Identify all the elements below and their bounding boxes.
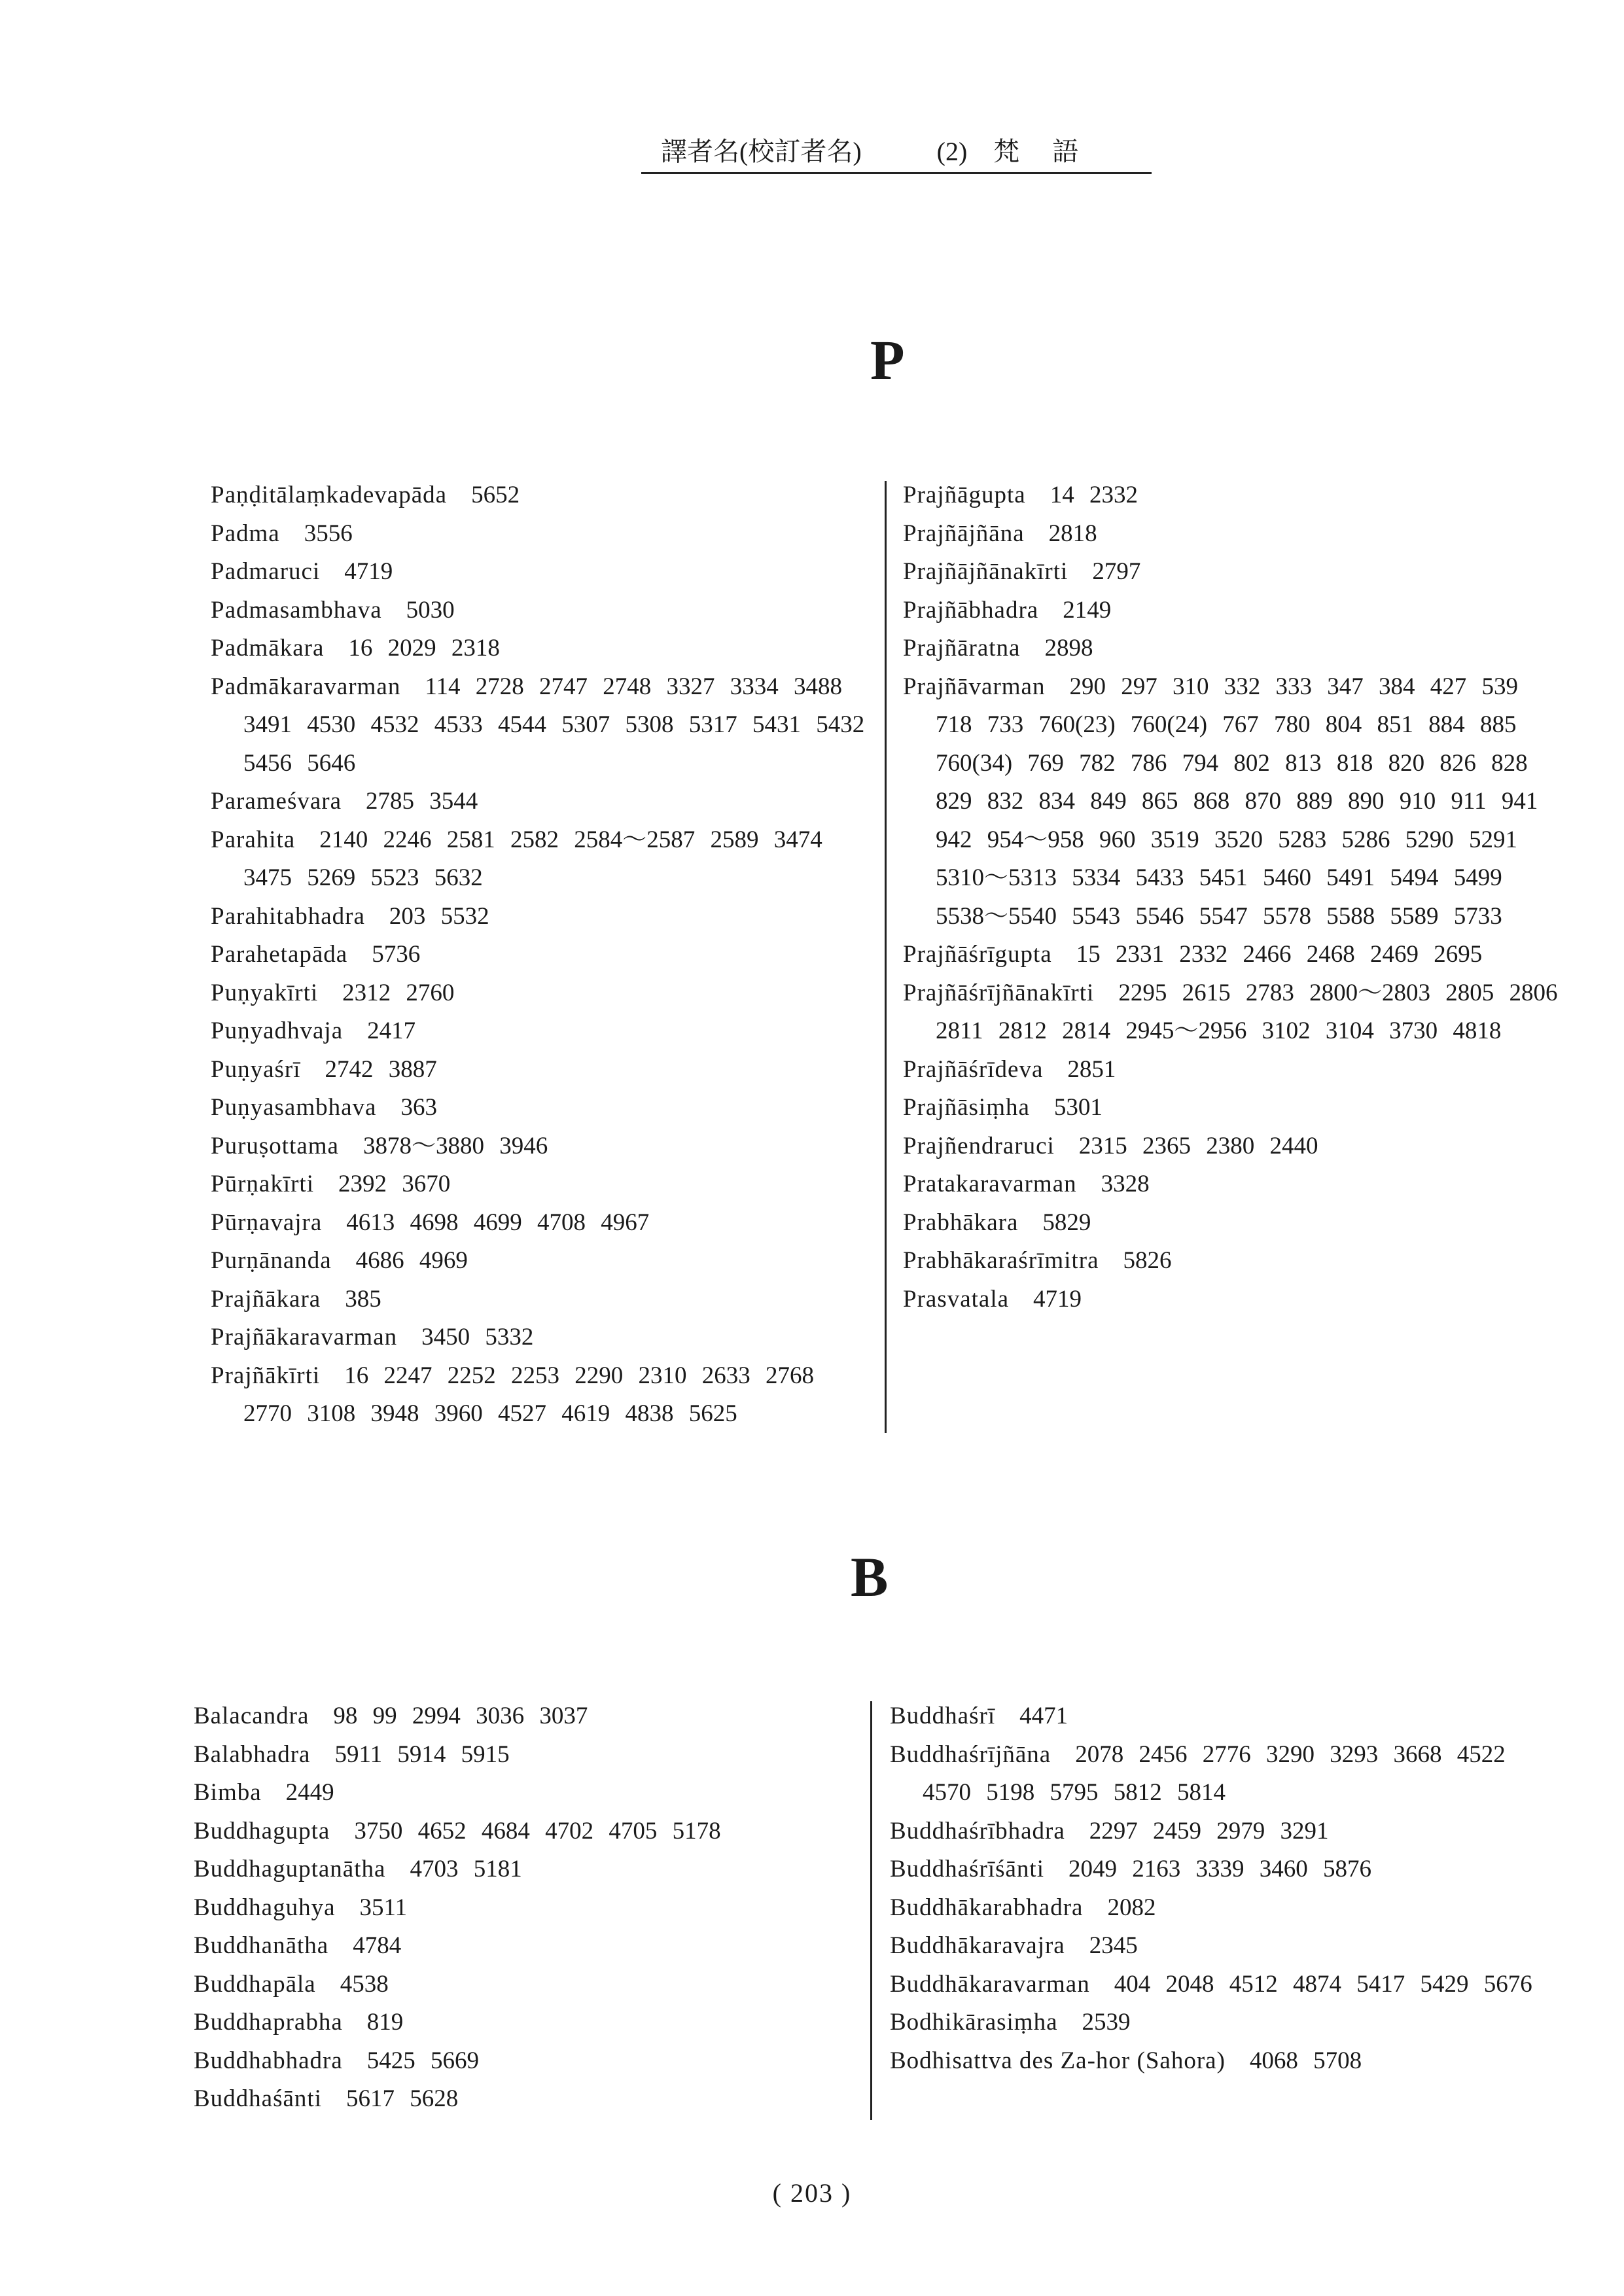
translator-name: Prajñākaravarman: [211, 1324, 398, 1351]
index-entry: [211, 1051, 872, 1089]
section-letter-b: B: [851, 1545, 889, 1608]
index-entry: [890, 1812, 1551, 1851]
catalogue-numbers: 16 2247 2252 2253 2290 2310 2633 2768 2770 3108 3948 3960 4527 4619 4838 5625: [243, 1362, 814, 1427]
translator-name: Prajñāśrīgupta: [903, 941, 1052, 968]
translator-name: Buddhabhadra: [194, 2047, 343, 2074]
header-section-number: (2): [936, 137, 968, 166]
translator-name: Puṇyasambhava: [211, 1094, 377, 1121]
index-entry: [890, 1889, 1551, 1928]
catalogue-numbers: 3450 5332: [421, 1324, 534, 1351]
catalogue-numbers: 5652: [471, 482, 520, 508]
b-right-column: [890, 1697, 1551, 2080]
translator-name: Prajñābhadra: [903, 596, 1039, 624]
translator-name: Parahitabhadra: [211, 902, 365, 930]
index-entry: [211, 1204, 872, 1243]
catalogue-numbers: 290 297 310 332 333 347 384 427 539 718 733 760(23) 760(24) 767 780 804 851 884 885 760(34) 769 782 786 794 802 813 818 820 826 828 829 832 834 849 865 868 870 889 890 910 911 941 942 954～958 960 3519 3520 5283 5286 5290 5291 5310～5313 5334 5433 5451 5460 5491 5494 5499 5538～5540 5543 5546 5547 5578 5588 5589 5733: [936, 673, 1538, 930]
index-entry: [211, 1318, 872, 1357]
catalogue-numbers: 5829: [1042, 1209, 1091, 1236]
index-entry: [194, 1927, 855, 1966]
translator-name: Pūrṇavajra: [211, 1209, 323, 1236]
index-entry: [211, 668, 872, 783]
translator-name: Paṇḍitālaṃkadevapāda: [211, 482, 448, 508]
translator-name: Padmākara: [211, 635, 325, 662]
catalogue-numbers: 5736: [372, 941, 421, 968]
index-entry: [890, 1697, 1551, 1736]
index-entry: [211, 1089, 872, 1127]
index-entry: [903, 936, 1564, 974]
translator-name: Bodhikārasiṃha: [890, 2009, 1058, 2036]
index-entry: [211, 1357, 872, 1434]
translator-name: Buddhaprabha: [194, 2009, 343, 2036]
translator-name: Padmaruci: [211, 558, 321, 585]
index-entry: [194, 1697, 855, 1736]
index-entry: [194, 2042, 855, 2081]
translator-name: Prajñākīrti: [211, 1362, 321, 1389]
index-entry: [211, 1280, 872, 1319]
catalogue-numbers: 14 2332: [1050, 482, 1138, 508]
catalogue-numbers: 5425 5669: [366, 2047, 480, 2074]
catalogue-numbers: 4719: [1033, 1285, 1082, 1313]
catalogue-numbers: 4719: [344, 558, 393, 585]
catalogue-numbers: 4613 4698 4699 4708 4967: [346, 1209, 650, 1236]
index-entry: [211, 821, 872, 898]
catalogue-numbers: 2049 2163 3339 3460 5876: [1068, 1856, 1371, 1882]
translator-name: Puṇyaśrī: [211, 1055, 301, 1083]
translator-name: Parahetapāda: [211, 941, 348, 968]
catalogue-numbers: 2417: [367, 1017, 416, 1044]
index-entry: [890, 1736, 1551, 1812]
index-entry: [211, 629, 872, 668]
catalogue-numbers: 2315 2365 2380 2440: [1078, 1132, 1318, 1159]
translator-name: Pūrṇakīrti: [211, 1171, 314, 1197]
index-entry: [890, 1850, 1551, 1889]
index-entry: [211, 515, 872, 554]
catalogue-numbers: 2345: [1089, 1932, 1138, 1959]
catalogue-numbers: 4538: [340, 1970, 389, 1998]
catalogue-numbers: 3328: [1101, 1171, 1150, 1197]
catalogue-numbers: 203 5532: [389, 902, 489, 930]
index-entry: [211, 1012, 872, 1051]
index-entry: [903, 668, 1564, 936]
translator-name: Buddhākarabhadra: [890, 1894, 1084, 1921]
index-entry: [903, 629, 1564, 668]
translator-name: Puṇyakīrti: [211, 979, 319, 1006]
index-entry: [903, 476, 1564, 515]
catalogue-numbers: 385: [345, 1285, 381, 1313]
catalogue-numbers: 2312 2760: [342, 979, 455, 1006]
translator-name: Prajñākara: [211, 1285, 321, 1313]
translator-name: Bimba: [194, 1779, 262, 1806]
catalogue-numbers: 4068 5708: [1249, 2047, 1362, 2074]
translator-name: Prajñāgupta: [903, 482, 1026, 508]
translator-name: Prajñāśrījñānakīrti: [903, 979, 1095, 1006]
index-entry: [211, 936, 872, 974]
index-entry: [890, 1927, 1551, 1966]
catalogue-numbers: 2539: [1082, 2009, 1131, 2036]
index-entry: [211, 1242, 872, 1280]
catalogue-numbers: 404 2048 4512 4874 5417 5429 5676: [1114, 1970, 1532, 1998]
catalogue-numbers: 3878～3880 3946: [362, 1132, 548, 1159]
catalogue-numbers: 2742 3887: [325, 1055, 437, 1083]
section-letter-p: P: [870, 328, 905, 391]
index-entry: [903, 1051, 1564, 1089]
translator-name: Parahita: [211, 826, 296, 853]
index-entry: [890, 2004, 1551, 2042]
index-entry: [903, 1204, 1564, 1243]
index-entry: [194, 1812, 855, 1851]
column-divider-p: [885, 481, 887, 1433]
catalogue-numbers: 4784: [353, 1932, 402, 1959]
catalogue-numbers: 2140 2246 2581 2582 2584～2587 2589 3474 3475 5269 5523 5632: [243, 826, 822, 891]
translator-name: Buddhapāla: [194, 1970, 316, 1998]
translator-name: Prabhākaraśrīmitra: [903, 1247, 1099, 1274]
index-entry: [194, 1889, 855, 1928]
translator-name: Puṇyadhvaja: [211, 1017, 344, 1044]
translator-name: Prajñāratna: [903, 635, 1021, 662]
catalogue-numbers: 2449: [285, 1779, 334, 1806]
index-entry: [211, 783, 872, 821]
index-entry: [194, 1736, 855, 1775]
catalogue-numbers: 114 2728 2747 2748 3327 3334 3488 3491 4530 4532 4533 4544 5307 5308 5317 5431 5432 5456 5646: [243, 673, 865, 777]
catalogue-numbers: 3556: [304, 520, 353, 547]
p-right-column: [903, 476, 1564, 1318]
translator-name: Puruṣottama: [211, 1132, 339, 1159]
catalogue-numbers: 2295 2615 2783 2800～2803 2805 2806 2811 2812 2814 2945～2956 3102 3104 3730 4818: [936, 979, 1558, 1044]
translator-name: Prajñājñānakīrti: [903, 558, 1068, 585]
index-entry: [903, 1165, 1564, 1204]
index-entry: [903, 1242, 1564, 1280]
translator-name: Buddhaśrīśānti: [890, 1856, 1044, 1882]
catalogue-numbers: 16 2029 2318: [348, 635, 500, 662]
translator-name: Buddhaguptanātha: [194, 1856, 386, 1882]
catalogue-numbers: 2818: [1048, 520, 1097, 547]
index-entry: [890, 2042, 1551, 2081]
catalogue-numbers: 4471: [1019, 1703, 1068, 1729]
catalogue-numbers: 4703 5181: [410, 1856, 522, 1882]
catalogue-numbers: 5301: [1053, 1094, 1103, 1121]
translator-name: Buddhanātha: [194, 1932, 329, 1959]
header-title: 譯者名(校訂者名): [661, 137, 862, 166]
translator-name: Buddhaśrī: [890, 1703, 996, 1729]
translator-name: Buddhaguhya: [194, 1894, 336, 1921]
translator-name: Buddhaśrījñāna: [890, 1740, 1051, 1768]
catalogue-numbers: 2898: [1044, 635, 1093, 662]
translator-name: Purṇānanda: [211, 1247, 332, 1274]
catalogue-numbers: 2797: [1092, 558, 1141, 585]
catalogue-numbers: 2297 2459 2979 3291: [1089, 1817, 1329, 1845]
catalogue-numbers: 98 99 2994 3036 3037: [333, 1703, 588, 1729]
index-entry: [194, 2004, 855, 2042]
translator-name: Buddhaśānti: [194, 2085, 322, 2112]
translator-name: Buddhagupta: [194, 1817, 330, 1845]
translator-name: Prajñāsiṃha: [903, 1094, 1030, 1121]
column-divider-b: [870, 1701, 872, 2120]
catalogue-numbers: 5030: [406, 596, 455, 624]
index-entry: [903, 592, 1564, 630]
catalogue-numbers: 5826: [1123, 1247, 1172, 1274]
index-entry: [211, 476, 872, 515]
catalogue-numbers: 15 2331 2332 2466 2468 2469 2695: [1076, 941, 1483, 968]
catalogue-numbers: 5911 5914 5915: [334, 1740, 510, 1768]
b-left-column: [194, 1697, 855, 2119]
index-entry: [211, 974, 872, 1013]
catalogue-numbers: 2149: [1063, 596, 1112, 624]
index-entry: [194, 1850, 855, 1889]
translator-name: Balacandra: [194, 1703, 309, 1729]
catalogue-numbers: 2851: [1067, 1055, 1116, 1083]
index-entry: [211, 1127, 872, 1166]
index-entry: [194, 1774, 855, 1812]
index-entry: [903, 1280, 1564, 1319]
page-number-text: ( 203 ): [772, 2178, 852, 2208]
index-entry: [903, 1089, 1564, 1127]
catalogue-numbers: 5617 5628: [345, 2085, 459, 2112]
translator-name: Parameśvara: [211, 788, 342, 815]
index-entry: [890, 1966, 1551, 2004]
translator-name: Buddhaśrībhadra: [890, 1817, 1065, 1845]
running-header: [641, 131, 1152, 174]
catalogue-numbers: 2078 2456 2776 3290 3293 3668 4522 4570 5198 5795 5812 5814: [923, 1740, 1506, 1806]
translator-name: Prajñāvarman: [903, 673, 1046, 700]
index-entry: [903, 974, 1564, 1051]
translator-name: Pratakaravarman: [903, 1171, 1077, 1197]
translator-name: Bodhisattva des Za-hor (Sahora): [890, 2047, 1226, 2074]
p-left-column: [211, 476, 872, 1434]
translator-name: Buddhākaravarman: [890, 1970, 1090, 1998]
translator-name: Padmākaravarman: [211, 673, 401, 700]
translator-name: Padma: [211, 520, 280, 547]
index-entry: [903, 515, 1564, 554]
catalogue-numbers: 4686 4969: [355, 1247, 468, 1274]
index-entry: [194, 1966, 855, 2004]
index-entry: [903, 1127, 1564, 1166]
index-entry: [211, 553, 872, 592]
translator-name: Padmasambhava: [211, 596, 382, 624]
index-entry: [211, 592, 872, 630]
catalogue-numbers: 2082: [1107, 1894, 1156, 1921]
index-entry: [194, 2080, 855, 2119]
page-number: [0, 2178, 1624, 2208]
translator-name: Prajñājñāna: [903, 520, 1025, 547]
catalogue-numbers: 2785 3544: [366, 788, 478, 815]
header-language: 梵語: [993, 137, 1112, 166]
translator-name: Prajñendraruci: [903, 1132, 1055, 1159]
index-entry: [903, 553, 1564, 592]
catalogue-numbers: 3511: [359, 1894, 408, 1921]
translator-name: Prabhākara: [903, 1209, 1019, 1236]
catalogue-numbers: 819: [366, 2009, 404, 2036]
index-entry: [211, 898, 872, 936]
catalogue-numbers: 3750 4652 4684 4702 4705 5178: [354, 1817, 721, 1845]
index-entry: [211, 1165, 872, 1204]
translator-name: Balabhadra: [194, 1740, 311, 1768]
catalogue-numbers: 2392 3670: [338, 1171, 451, 1197]
catalogue-numbers: 363: [400, 1094, 437, 1121]
translator-name: Buddhākaravajra: [890, 1932, 1065, 1959]
translator-name: Prajñāśrīdeva: [903, 1055, 1044, 1083]
translator-name: Prasvatala: [903, 1285, 1010, 1313]
